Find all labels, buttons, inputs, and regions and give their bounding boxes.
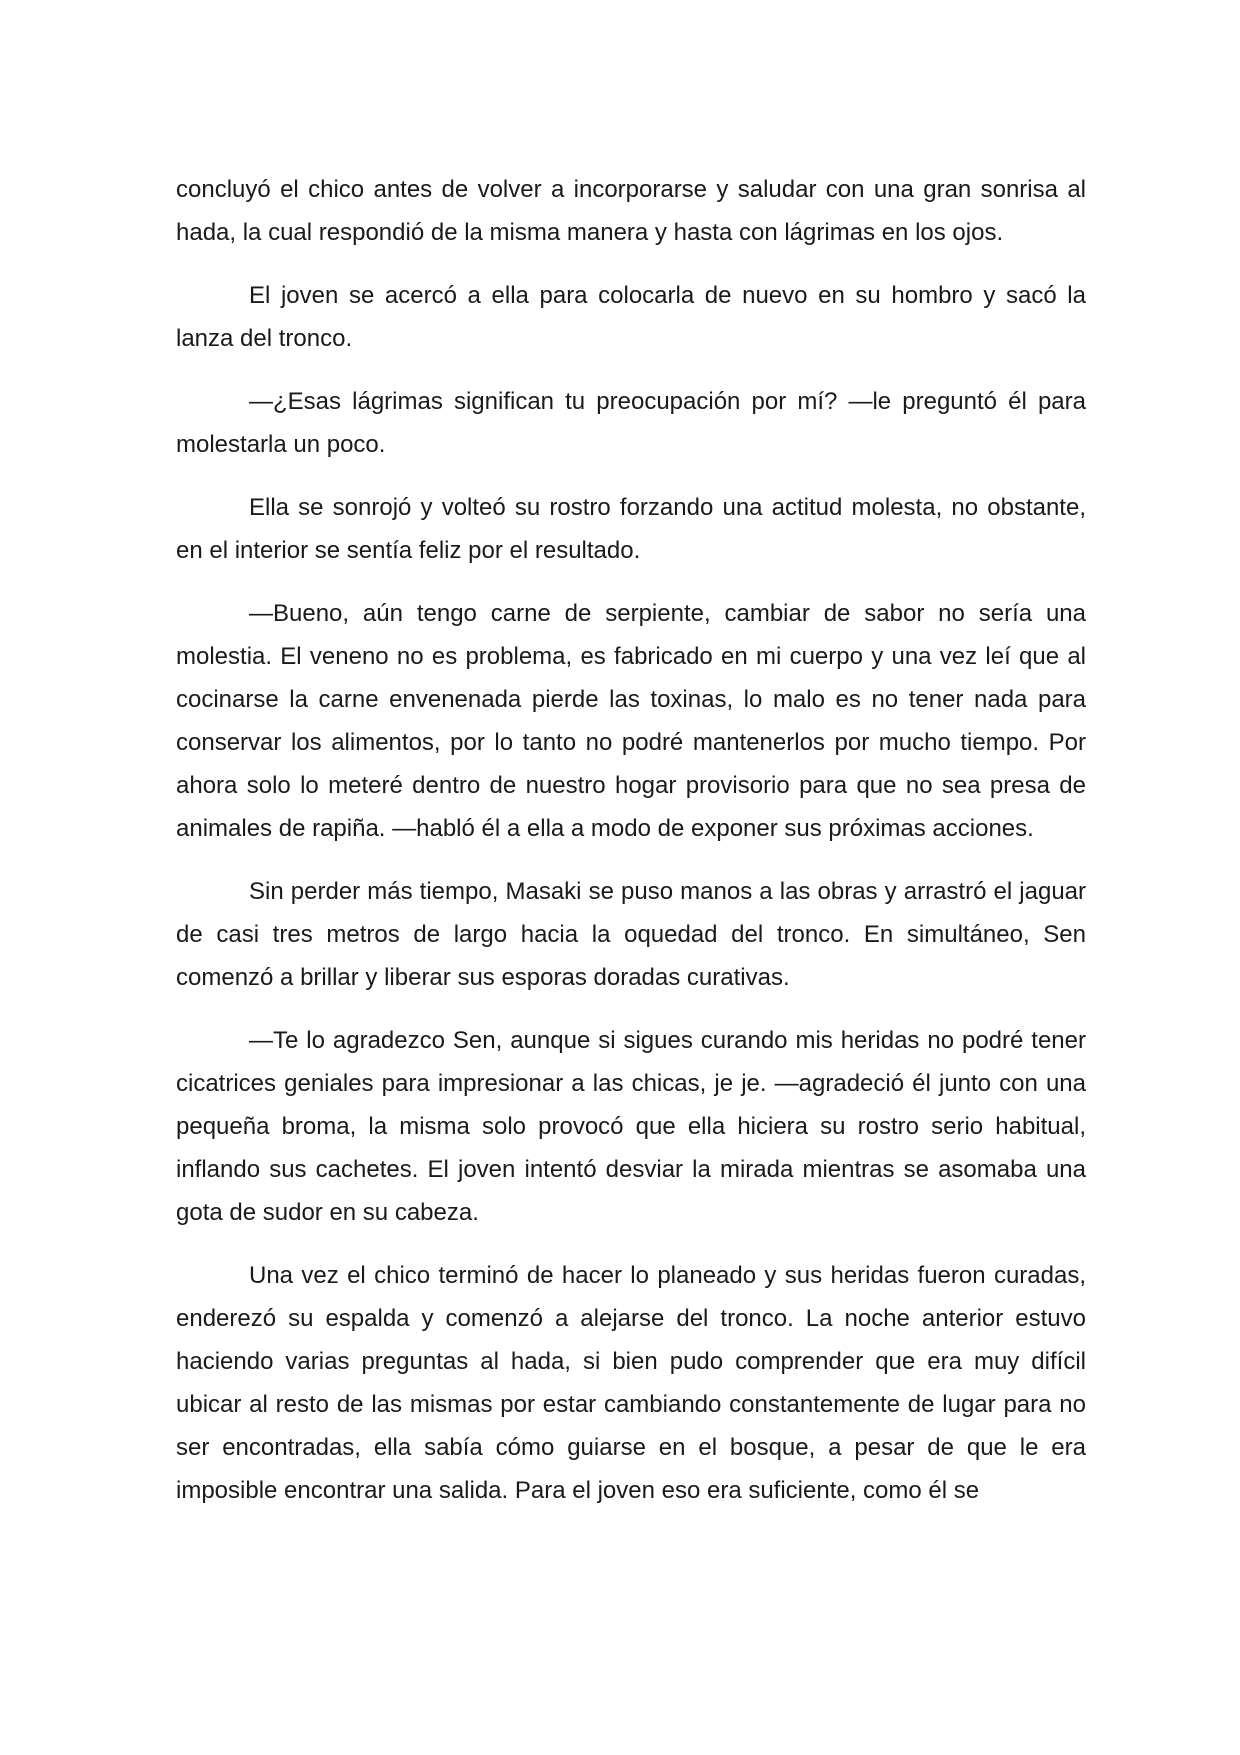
paragraph-2: El joven se acercó a ella para colocarla de nuevo en su hombro y sacó la lanza del tronco. [176,282,1086,352]
paragraph-5: —Bueno, aún tengo carne de serpiente, cambiar de sabor no sería una molestia. El veneno no es problema, es fabricado en mi cuerpo y una vez leí que al cocinarse la carne envenenada pierde las toxinas, lo malo es no tener nada para conservar los alimentos, por lo tanto no podré mantenerlos por mucho tiempo. Por ahora solo lo meteré dentro de nuestro hogar provisorio para que no sea presa de animales de rapiña. —habló él a ella a modo de exponer sus próximas acciones. [176,600,1086,842]
paragraph-3: —¿Esas lágrimas significan tu preocupación por mí? —le preguntó él para molestarla un poco. [176,388,1086,458]
paragraph-7: —Te lo agradezco Sen, aunque si sigues curando mis heridas no podré tener cicatrices geniales para impresionar a las chicas, je je. —agradeció él junto con una pequeña broma, la misma solo provocó que ella hiciera su rostro serio habitual, inflando sus cachetes. El joven intentó desviar la mirada mientras se asomaba una gota de sudor en su cabeza. [176,1027,1086,1226]
paragraph-1: concluyó el chico antes de volver a incorporarse y saludar con una gran sonrisa al hada, la cual respondió de la misma manera y hasta con lágrimas en los ojos. [176,176,1086,246]
paragraph-8: Una vez el chico terminó de hacer lo planeado y sus heridas fueron curadas, enderezó su espalda y comenzó a alejarse del tronco. La noche anterior estuvo haciendo varias preguntas al hada, si bien pudo comprender que era muy difícil ubicar al resto de las mismas por estar cambiando constantemente de lugar para no ser encontradas, ella sabía cómo guiarse en el bosque, a pesar de que le era imposible encontrar una salida. Para el joven eso era suficiente, como él se [176,1262,1086,1504]
paragraph-6: Sin perder más tiempo, Masaki se puso manos a las obras y arrastró el jaguar de casi tres metros de largo hacia la oquedad del tronco. En simultáneo, Sen comenzó a brillar y liberar sus esporas doradas curativas. [176,878,1086,991]
paragraph-4: Ella se sonrojó y volteó su rostro forzando una actitud molesta, no obstante, en el interior se sentía feliz por el resultado. [176,494,1086,564]
body-text [176,168,1086,1532]
